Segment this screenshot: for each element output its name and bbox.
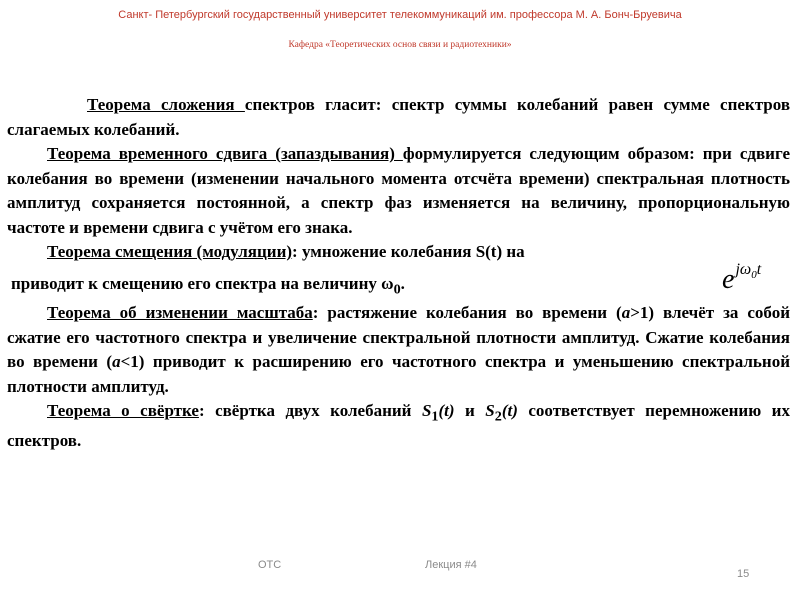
paragraph-time-shift-theorem — [7, 142, 790, 240]
term-modulation-theorem: Теорема смещения (модуляции) — [47, 242, 293, 261]
addition-theorem-text: спектров гласит: спектр суммы колебаний равен сумме спектров слагаемых колебаний. — [7, 95, 790, 139]
term-time-shift-theorem: Теорема временного сдвига (запаздывания) — [47, 144, 403, 163]
formula-base: e — [722, 264, 735, 295]
term-addition-theorem: Теорема сложения — [87, 95, 245, 114]
modulation-exponent-formula — [722, 261, 762, 296]
modulation-text-before: : умножение колебания — [292, 242, 476, 261]
slide-content — [7, 93, 790, 454]
page-number: 15 — [737, 568, 750, 580]
scaling-text-1: : растяжение колебания во времени ( — [312, 303, 622, 323]
modulation-text-after: на — [502, 242, 525, 261]
scaling-a-1: а — [621, 303, 631, 323]
term-convolution-theorem: Теорема о свёртке — [47, 401, 199, 421]
convolution-s2: S — [485, 401, 495, 421]
paragraph-modulation-theorem — [7, 240, 790, 265]
convolution-arg1: (t) — [438, 401, 455, 421]
footer-course: ОТС — [258, 559, 282, 571]
omega-subscript: 0 — [393, 280, 401, 297]
convolution-arg2: (t) — [501, 401, 518, 421]
formula-exponent-main: jω — [735, 261, 752, 278]
scaling-a-2: а — [112, 352, 121, 372]
footer-lecture: Лекция #4 — [425, 559, 477, 571]
scaling-text-3: <1) приводит к расширению его частотного спектра и уменьшению спектральной плотности амплитуд. — [7, 352, 791, 396]
convolution-s1-subscript: 1 — [431, 408, 439, 425]
convolution-text-1: : свёртка двух колебаний — [198, 401, 422, 421]
paragraph-addition-theorem — [7, 93, 790, 142]
convolution-s2-subscript: 2 — [494, 408, 502, 425]
modulation-signal: S(t) — [475, 242, 503, 261]
formula-exponent-subscript: 0 — [751, 269, 757, 282]
paragraph-convolution-theorem — [7, 399, 790, 453]
convolution-s1: S — [421, 401, 432, 421]
paragraph-modulation-continuation — [7, 272, 790, 302]
modulation-continuation-end: . — [400, 273, 405, 293]
department-header: Кафедра «Теоретических основ связи и радиотехники» — [288, 40, 512, 50]
modulation-continuation-text: приводит к смещению его спектра на величину ω — [11, 273, 394, 293]
convolution-mid: и — [454, 401, 486, 421]
convolution-text-2: соответствует перемножению их спектров. — [7, 401, 790, 451]
scaling-text-2: >1) влечёт за собой сжатие его частотного спектра и увеличение спектральной плотности амплитуд. Сжатие колебания во времени ( — [7, 303, 790, 372]
paragraph-scaling-theorem — [7, 301, 790, 399]
time-shift-theorem-text: формулируется следующим образом: при сдвиге колебания во времени (изменении начального момента отсчёта времени) спектральная плотность амплитуд сохраняется постоянной, а спектр фаз изменяется на величину, пропорциональную частоте и времени сдвига с учётом его знака. — [7, 144, 790, 237]
formula-exponent-end: t — [756, 261, 762, 278]
university-header: Санкт- Петербургский государственный университет телекоммуникаций им. профессора М. А. Бонч-Бруевича — [118, 9, 682, 21]
formula-exponent — [735, 261, 762, 282]
term-scaling-theorem: Теорема об изменении масштаба — [47, 303, 313, 323]
